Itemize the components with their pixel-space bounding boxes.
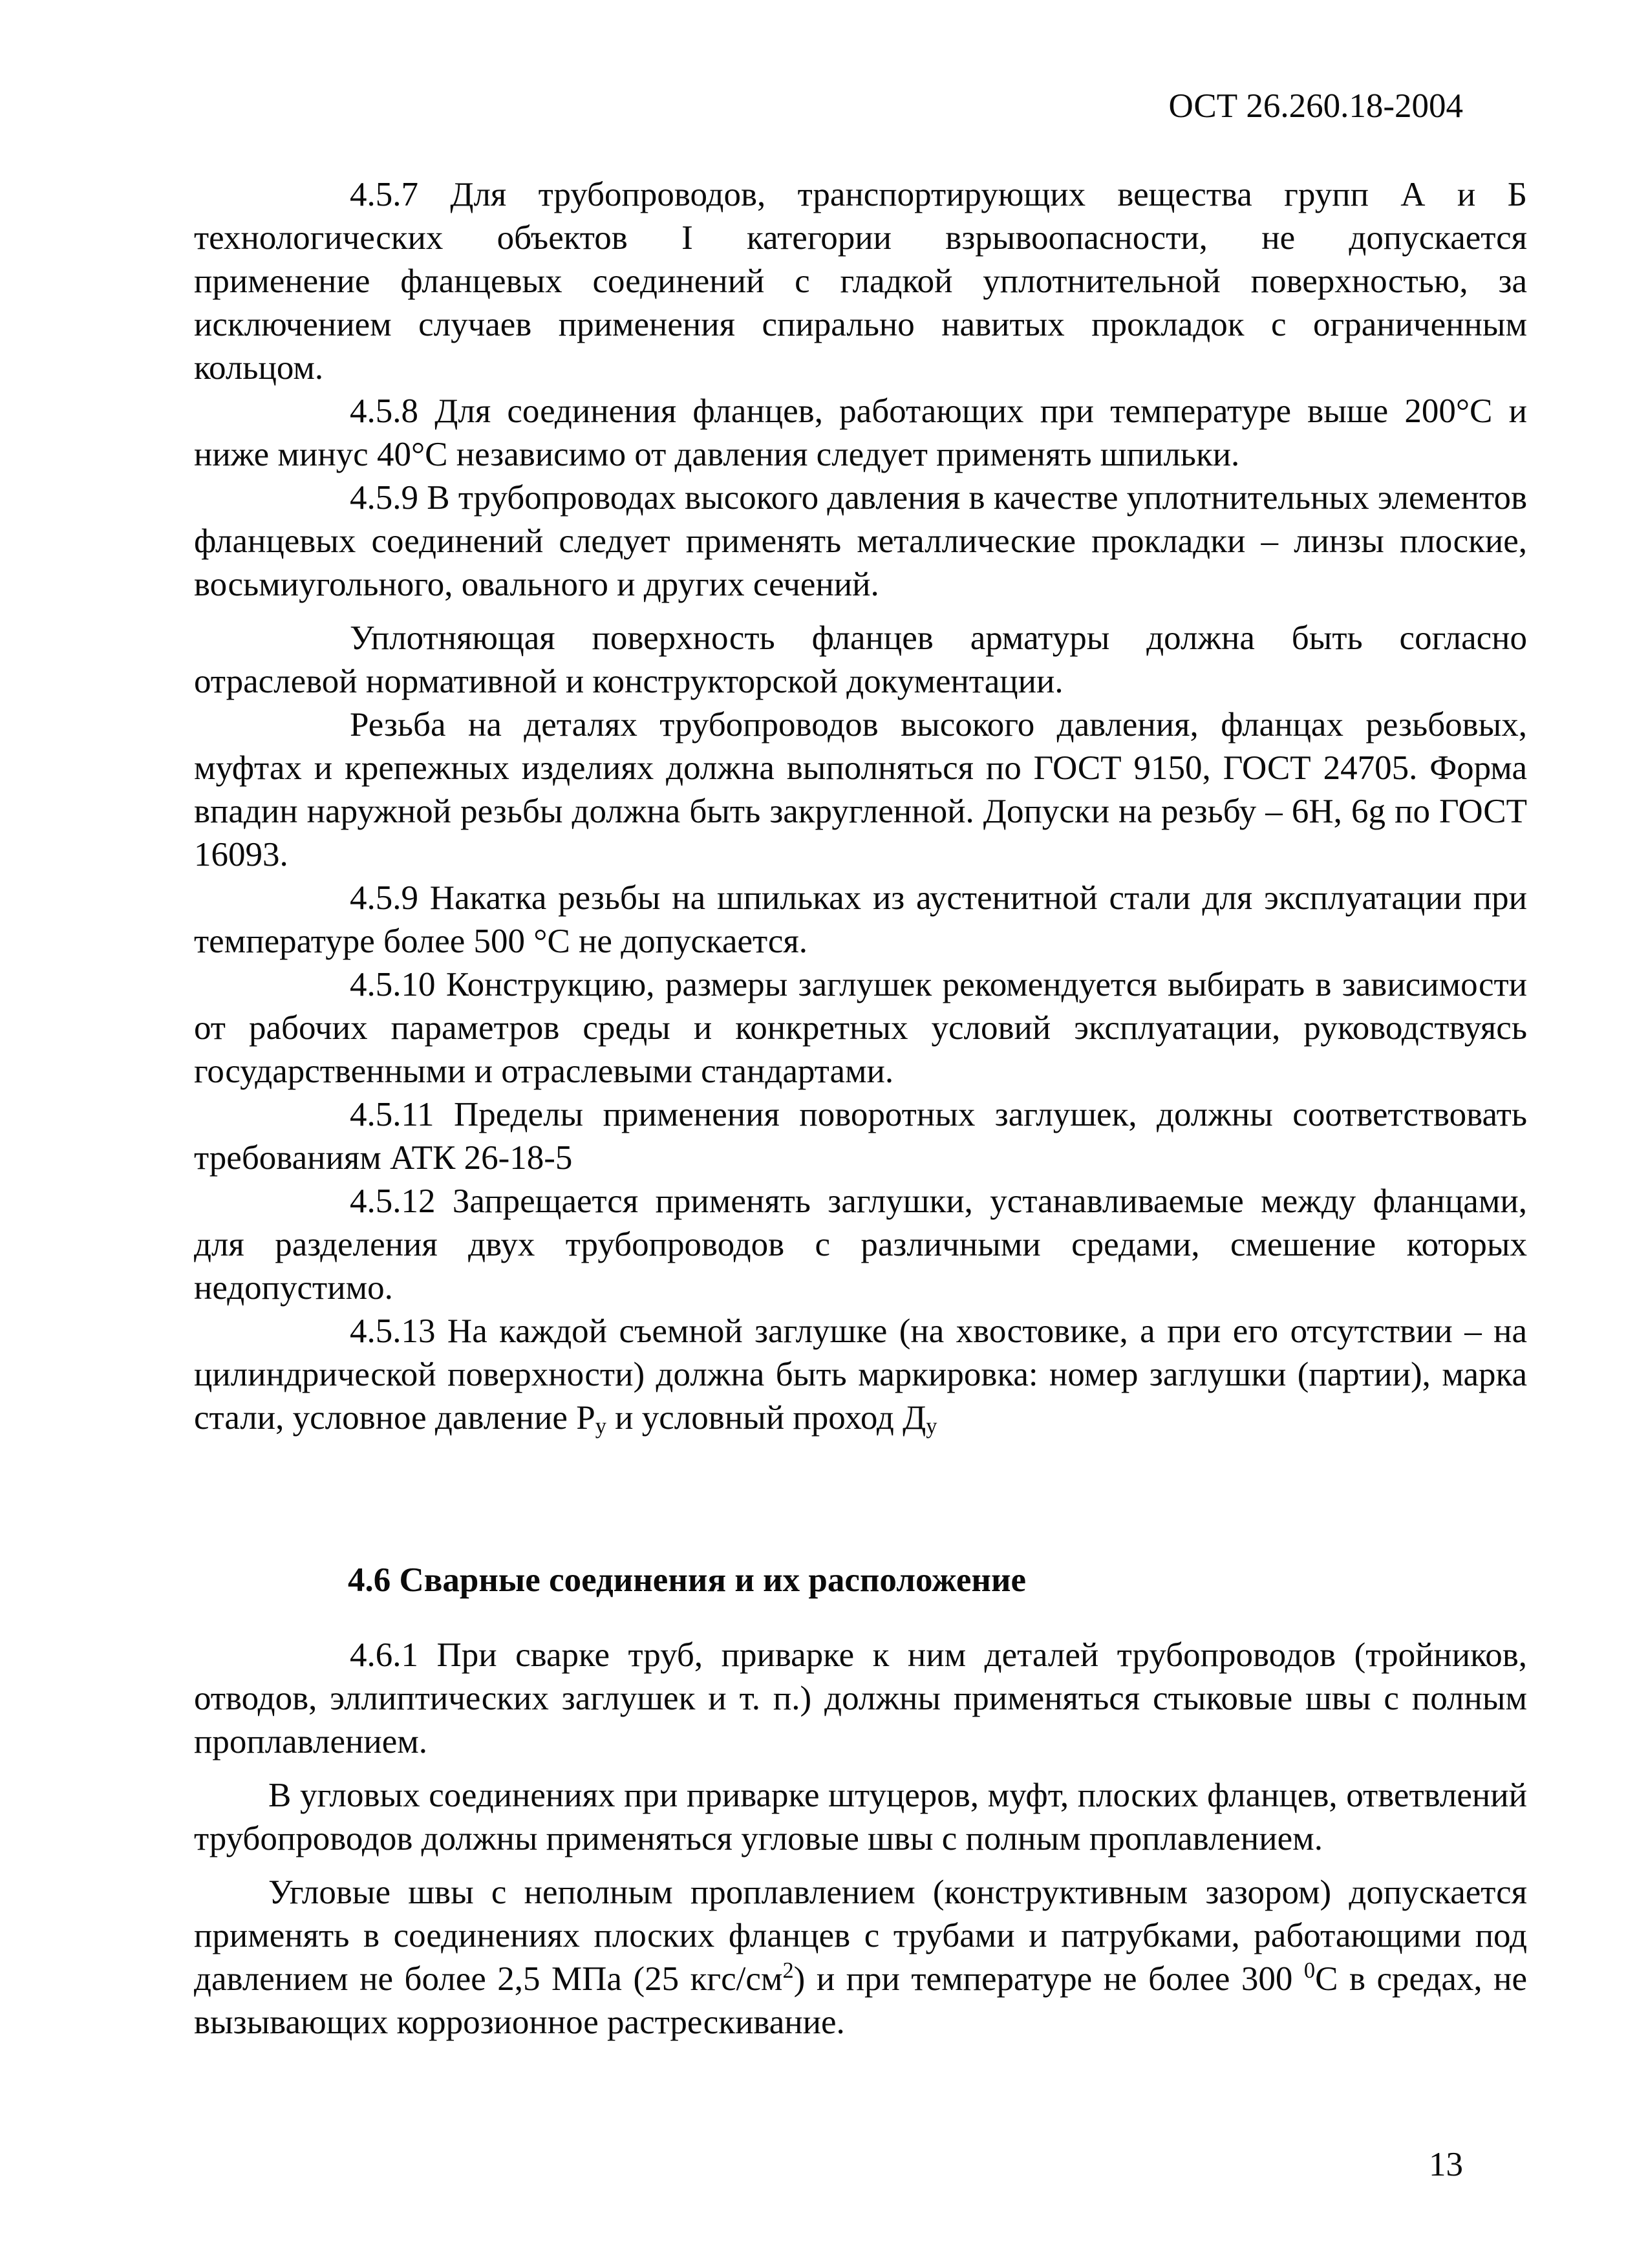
subscript: у <box>595 1413 606 1439</box>
text-run: Угловые швы с неполным проплавлением (конструктивным зазором) допускается применять в соединениях плоских фланцев с трубами и патрубками, работающими под давлением не более 2,5 МПа (25 кгс/см <box>194 1874 1527 1998</box>
document-code: ОСТ 26.260.18-2004 <box>1168 87 1463 125</box>
paragraph-4-5-11: 4.5.11 Пределы применения поворотных заглушек, должны соответствовать требованиям АТК 26-18-5 <box>194 1096 1527 1177</box>
section-4-5 <box>194 173 1527 1440</box>
paragraph-4-5-12: 4.5.12 Запрещается применять заглушки, устанавливаемые между фланцами, для разделения двух трубопроводов с различными средами, смешение которых недопустимо. <box>194 1182 1527 1307</box>
paragraph-4-5-7 <box>194 173 1527 390</box>
paragraph-4-5-13 <box>194 1310 1527 1440</box>
page-number: 13 <box>1429 2146 1463 2183</box>
paragraph-partial-welds <box>194 1871 1527 2044</box>
paragraph-4-5-9-seals: 4.5.9 В трубопроводах высокого давления в качестве уплотнительных элементов фланцевых соединений следует применять металлические прокладки – линзы плоские, восьмиугольного, овального и других сечений. <box>194 479 1527 603</box>
text-run: 4.5.13 На каждой съемной заглушке (на хвостовике, а при его отсутствии – на цилиндрической поверхности) должна быть маркировка: номер заглушки (партии), марка стали, условное давление Р <box>194 1312 1527 1437</box>
paragraph-corner-welds: В угловых соединениях при приварке штуцеров, муфт, плоских фланцев, ответвлений трубопроводов должны применяться угловые швы с полным проплавлением. <box>194 1777 1527 1857</box>
text-line: технологических объектов I категории взрывоопасности, не допускается <box>194 219 1527 257</box>
text-run: и условный проход Д <box>606 1399 926 1437</box>
paragraph-4-6-1: 4.6.1 При сварке труб, приварке к ним деталей трубопроводов (тройников, отводов, эллиптических заглушек и т. п.) должны применяться стыковые швы с полным проплавлением. <box>194 1636 1527 1760</box>
paragraph-4-5-9-rolling: 4.5.9 Накатка резьбы на шпильках из аустенитной стали для эксплуатации при температуре более 500 °С не допускается. <box>194 879 1527 960</box>
text-run: ) и при температуре не более 300 <box>793 1960 1304 1998</box>
section-4-6 <box>194 1634 1527 2044</box>
paragraph-sealing-surface: Уплотняющая поверхность фланцев арматуры должна быть согласно отраслевой нормативной и конструкторской документации. <box>194 619 1527 700</box>
text-line: применение фланцевых соединений с гладкой уплотнительной поверхностью, за <box>194 262 1527 300</box>
superscript: 0 <box>1303 1958 1316 1984</box>
text-line: 4.5.7 Для трубопроводов, транспортирующих вещества групп А и Б <box>350 176 1527 213</box>
paragraph-thread: Резьба на деталях трубопроводов высокого давления, фланцах резьбовых, муфтах и крепежных изделиях должна выполняться по ГОСТ 9150, ГОСТ 24705. Форма впадин наружной резьбы должна быть закругленной. Допуски на резьбу – 6Н, 6g по ГОСТ 16093. <box>194 706 1527 873</box>
text-line: кольцом. <box>194 349 324 387</box>
text-run: С в средах, не вызывающих коррозионное растрескивание. <box>194 1960 1527 2041</box>
paragraph-4-5-8: 4.5.8 Для соединения фланцев, работающих при температуре выше 200°С и ниже минус 40°С независимо от давления следует применять шпильки. <box>194 392 1527 473</box>
superscript: 2 <box>782 1958 794 1984</box>
paragraph-4-5-10: 4.5.10 Конструкцию, размеры заглушек рекомендуется выбирать в зависимости от рабочих параметров среды и конкретных условий эксплуатации, руководствуясь государственными и отраслевыми стандартами. <box>194 966 1527 1090</box>
section-heading: 4.6 Сварные соединения и их расположение <box>348 1561 1027 1599</box>
subscript: у <box>926 1413 937 1439</box>
text-line: исключением случаев применения спирально навитых прокладок с ограниченным <box>194 306 1527 343</box>
